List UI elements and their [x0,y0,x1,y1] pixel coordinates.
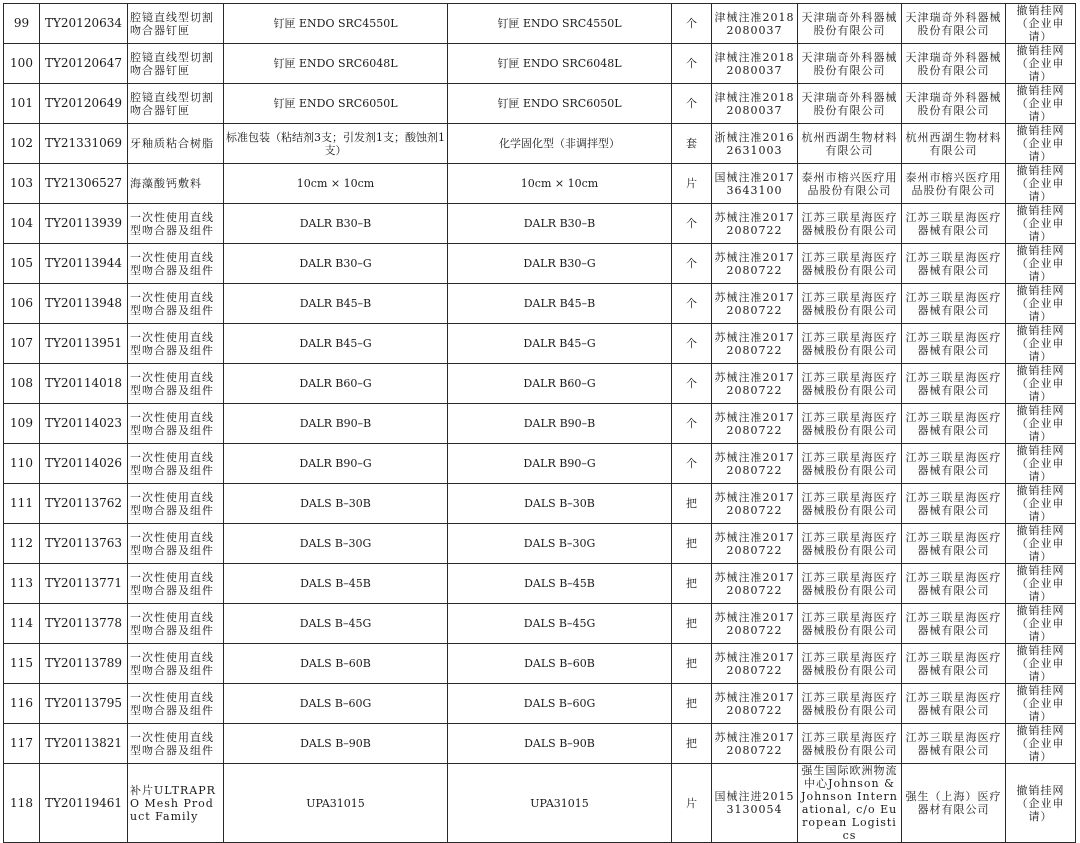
row-number: 102 [4,124,40,164]
manufacturer: 江苏三联星海医疗器械有限公司 [902,284,1006,324]
product-code: TY20120647 [40,44,128,84]
unit: 个 [672,444,712,484]
registrant: 江苏三联星海医疗器械股份有限公司 [798,404,902,444]
row-number: 112 [4,524,40,564]
listing-status: 撤销挂网（企业申请） [1006,244,1076,284]
product-code: TY20113948 [40,284,128,324]
model: DALS B–60B [448,644,672,684]
product-name: 海藻酸钙敷料 [128,164,224,204]
registration-number: 苏械注准20172080722 [712,604,798,644]
registrant: 江苏三联星海医疗器械股份有限公司 [798,524,902,564]
listing-status: 撤销挂网（企业申请） [1006,124,1076,164]
model: 10cm × 10cm [448,164,672,204]
registration-number: 苏械注准20172080722 [712,204,798,244]
registrant: 江苏三联星海医疗器械股份有限公司 [798,684,902,724]
listing-status: 撤销挂网（企业申请） [1006,44,1076,84]
table-row [4,4,1076,44]
manufacturer: 天津瑞奇外科器械股份有限公司 [902,4,1006,44]
model: 钉匣 ENDO SRC6048L [448,44,672,84]
product-name: 一次性使用直线型吻合器及组件 [128,564,224,604]
registrant: 天津瑞奇外科器械股份有限公司 [798,44,902,84]
listing-status: 撤销挂网（企业申请） [1006,564,1076,604]
manufacturer: 江苏三联星海医疗器械有限公司 [902,324,1006,364]
table-row [4,524,1076,564]
product-name: 腔镜直线型切割吻合器钉匣 [128,84,224,124]
listing-status: 撤销挂网（企业申请） [1006,444,1076,484]
product-name: 腔镜直线型切割吻合器钉匣 [128,4,224,44]
unit: 把 [672,684,712,724]
product-code: TY20113939 [40,204,128,244]
product-code: TY20114023 [40,404,128,444]
listing-status: 撤销挂网（企业申请） [1006,764,1076,843]
manufacturer: 江苏三联星海医疗器械有限公司 [902,244,1006,284]
product-code: TY20120649 [40,84,128,124]
product-code: TY20114018 [40,364,128,404]
product-name: 一次性使用直线型吻合器及组件 [128,444,224,484]
listing-status: 撤销挂网（企业申请） [1006,324,1076,364]
unit: 个 [672,404,712,444]
manufacturer: 杭州西湖生物材料有限公司 [902,124,1006,164]
model: DALS B–90B [448,724,672,764]
product-name: 一次性使用直线型吻合器及组件 [128,204,224,244]
unit: 个 [672,324,712,364]
row-number: 99 [4,4,40,44]
manufacturer: 泰州市榕兴医疗用品股份有限公司 [902,164,1006,204]
model: DALS B–45B [448,564,672,604]
table-row [4,764,1076,843]
model: DALS B–30G [448,524,672,564]
model: 化学固化型（非调拌型） [448,124,672,164]
row-number: 117 [4,724,40,764]
unit: 把 [672,524,712,564]
listing-status: 撤销挂网（企业申请） [1006,4,1076,44]
registration-number: 苏械注准20172080722 [712,684,798,724]
table-row [4,324,1076,364]
registration-number: 苏械注准20172080722 [712,324,798,364]
specification: 标准包装（粘结剂3支；引发剂1支；酸蚀剂1支） [224,124,448,164]
specification: DALR B90–G [224,444,448,484]
specification: DALS B–60B [224,644,448,684]
row-number: 115 [4,644,40,684]
unit: 把 [672,644,712,684]
registration-number: 苏械注准20172080722 [712,284,798,324]
row-number: 108 [4,364,40,404]
manufacturer: 江苏三联星海医疗器械有限公司 [902,564,1006,604]
manufacturer: 强生（上海）医疗器材有限公司 [902,764,1006,843]
table-row [4,164,1076,204]
model: DALS B–60G [448,684,672,724]
specification: 钉匣 ENDO SRC4550L [224,4,448,44]
specification: DALS B–45G [224,604,448,644]
unit: 把 [672,484,712,524]
table-row [4,244,1076,284]
unit: 把 [672,724,712,764]
manufacturer: 江苏三联星海医疗器械有限公司 [902,604,1006,644]
registration-number: 津械注准20182080037 [712,84,798,124]
product-name: 腔镜直线型切割吻合器钉匣 [128,44,224,84]
registrant: 江苏三联星海医疗器械股份有限公司 [798,564,902,604]
product-code: TY20113771 [40,564,128,604]
product-code: TY21331069 [40,124,128,164]
unit: 片 [672,764,712,843]
manufacturer: 江苏三联星海医疗器械有限公司 [902,364,1006,404]
registrant: 江苏三联星海医疗器械股份有限公司 [798,444,902,484]
row-number: 114 [4,604,40,644]
registration-number: 苏械注准20172080722 [712,364,798,404]
manufacturer: 江苏三联星海医疗器械有限公司 [902,444,1006,484]
listing-status: 撤销挂网（企业申请） [1006,604,1076,644]
unit: 片 [672,164,712,204]
specification: DALR B90–B [224,404,448,444]
manufacturer: 江苏三联星海医疗器械有限公司 [902,724,1006,764]
registration-number: 浙械注准20162631003 [712,124,798,164]
specification: DALR B45–B [224,284,448,324]
row-number: 103 [4,164,40,204]
table-row [4,724,1076,764]
specification: 钉匣 ENDO SRC6048L [224,44,448,84]
specification: DALR B30–B [224,204,448,244]
listing-status: 撤销挂网（企业申请） [1006,484,1076,524]
manufacturer: 江苏三联星海医疗器械有限公司 [902,684,1006,724]
listing-status: 撤销挂网（企业申请） [1006,524,1076,564]
registration-number: 国械注进20153130054 [712,764,798,843]
product-name: 一次性使用直线型吻合器及组件 [128,364,224,404]
registration-number: 苏械注准20172080722 [712,724,798,764]
product-name: 一次性使用直线型吻合器及组件 [128,404,224,444]
listing-status: 撤销挂网（企业申请） [1006,204,1076,244]
manufacturer: 江苏三联星海医疗器械有限公司 [902,204,1006,244]
product-code: TY20119461 [40,764,128,843]
table-row [4,44,1076,84]
registration-number: 苏械注准20172080722 [712,444,798,484]
product-name: 一次性使用直线型吻合器及组件 [128,284,224,324]
model: UPA31015 [448,764,672,843]
manufacturer: 天津瑞奇外科器械股份有限公司 [902,84,1006,124]
registration-number: 苏械注准20172080722 [712,564,798,604]
model: DALR B90–B [448,404,672,444]
document-page [3,3,1075,842]
unit: 个 [672,364,712,404]
listing-status: 撤销挂网（企业申请） [1006,644,1076,684]
model: DALR B45–B [448,284,672,324]
model: 钉匣 ENDO SRC6050L [448,84,672,124]
specification: DALS B–90B [224,724,448,764]
product-code: TY21306527 [40,164,128,204]
product-code: TY20113951 [40,324,128,364]
model: DALR B30–B [448,204,672,244]
product-code: TY20113789 [40,644,128,684]
registrant: 江苏三联星海医疗器械股份有限公司 [798,244,902,284]
row-number: 110 [4,444,40,484]
registrant: 泰州市榕兴医疗用品股份有限公司 [798,164,902,204]
listing-status: 撤销挂网（企业申请） [1006,164,1076,204]
registration-number: 苏械注准20172080722 [712,404,798,444]
table-row [4,604,1076,644]
manufacturer: 江苏三联星海医疗器械有限公司 [902,524,1006,564]
product-table [3,3,1076,843]
row-number: 109 [4,404,40,444]
unit: 个 [672,84,712,124]
manufacturer: 江苏三联星海医疗器械有限公司 [902,404,1006,444]
product-code: TY20113778 [40,604,128,644]
row-number: 104 [4,204,40,244]
model: DALR B60–G [448,364,672,404]
listing-status: 撤销挂网（企业申请） [1006,684,1076,724]
row-number: 101 [4,84,40,124]
product-name: 一次性使用直线型吻合器及组件 [128,684,224,724]
specification: DALR B60–G [224,364,448,404]
registrant: 江苏三联星海医疗器械股份有限公司 [798,364,902,404]
table-row [4,404,1076,444]
product-name: 一次性使用直线型吻合器及组件 [128,484,224,524]
registration-number: 津械注准20182080037 [712,4,798,44]
table-row [4,684,1076,724]
listing-status: 撤销挂网（企业申请） [1006,364,1076,404]
unit: 个 [672,4,712,44]
product-code: TY20113944 [40,244,128,284]
unit: 个 [672,284,712,324]
manufacturer: 天津瑞奇外科器械股份有限公司 [902,44,1006,84]
registration-number: 苏械注准20172080722 [712,484,798,524]
registrant: 强生国际欧洲物流中心Johnson & Johnson International, c/o European Logistics [798,764,902,843]
table-row [4,564,1076,604]
listing-status: 撤销挂网（企业申请） [1006,84,1076,124]
table-row [4,204,1076,244]
registrant: 江苏三联星海医疗器械股份有限公司 [798,204,902,244]
registrant: 江苏三联星海医疗器械股份有限公司 [798,644,902,684]
row-number: 106 [4,284,40,324]
row-number: 105 [4,244,40,284]
registration-number: 津械注准20182080037 [712,44,798,84]
registrant: 杭州西湖生物材料有限公司 [798,124,902,164]
model: DALS B–45G [448,604,672,644]
table-row [4,484,1076,524]
manufacturer: 江苏三联星海医疗器械有限公司 [902,644,1006,684]
specification: 10cm × 10cm [224,164,448,204]
registrant: 江苏三联星海医疗器械股份有限公司 [798,724,902,764]
unit: 套 [672,124,712,164]
table-row [4,284,1076,324]
registration-number: 苏械注准20172080722 [712,244,798,284]
product-name: 牙釉质粘合树脂 [128,124,224,164]
manufacturer: 江苏三联星海医疗器械有限公司 [902,484,1006,524]
specification: DALS B–45B [224,564,448,604]
registrant: 江苏三联星海医疗器械股份有限公司 [798,324,902,364]
row-number: 107 [4,324,40,364]
model: DALR B45–G [448,324,672,364]
row-number: 118 [4,764,40,843]
registration-number: 苏械注准20172080722 [712,644,798,684]
specification: DALR B30–G [224,244,448,284]
registrant: 天津瑞奇外科器械股份有限公司 [798,4,902,44]
registration-number: 国械注准20173643100 [712,164,798,204]
registrant: 江苏三联星海医疗器械股份有限公司 [798,484,902,524]
unit: 个 [672,204,712,244]
product-name: 补片ULTRAPRO Mesh Product Family [128,764,224,843]
product-name: 一次性使用直线型吻合器及组件 [128,604,224,644]
specification: DALS B–30G [224,524,448,564]
model: DALR B90–G [448,444,672,484]
specification: DALR B45–G [224,324,448,364]
registrant: 天津瑞奇外科器械股份有限公司 [798,84,902,124]
product-code: TY20120634 [40,4,128,44]
model: 钉匣 ENDO SRC4550L [448,4,672,44]
product-name: 一次性使用直线型吻合器及组件 [128,244,224,284]
model: DALS B–30B [448,484,672,524]
product-name: 一次性使用直线型吻合器及组件 [128,524,224,564]
product-code: TY20113763 [40,524,128,564]
row-number: 116 [4,684,40,724]
row-number: 100 [4,44,40,84]
row-number: 111 [4,484,40,524]
model: DALR B30–G [448,244,672,284]
specification: DALS B–60G [224,684,448,724]
listing-status: 撤销挂网（企业申请） [1006,284,1076,324]
registrant: 江苏三联星海医疗器械股份有限公司 [798,284,902,324]
listing-status: 撤销挂网（企业申请） [1006,724,1076,764]
table-row [4,124,1076,164]
product-code: TY20113762 [40,484,128,524]
unit: 个 [672,244,712,284]
unit: 个 [672,44,712,84]
product-name: 一次性使用直线型吻合器及组件 [128,324,224,364]
table-row [4,644,1076,684]
specification: DALS B–30B [224,484,448,524]
row-number: 113 [4,564,40,604]
specification: UPA31015 [224,764,448,843]
product-code: TY20114026 [40,444,128,484]
table-row [4,444,1076,484]
specification: 钉匣 ENDO SRC6050L [224,84,448,124]
registrant: 江苏三联星海医疗器械股份有限公司 [798,604,902,644]
registration-number: 苏械注准20172080722 [712,524,798,564]
unit: 把 [672,604,712,644]
unit: 把 [672,564,712,604]
table-row [4,84,1076,124]
product-name: 一次性使用直线型吻合器及组件 [128,644,224,684]
table-row [4,364,1076,404]
product-name: 一次性使用直线型吻合器及组件 [128,724,224,764]
table-body [4,4,1076,843]
product-code: TY20113821 [40,724,128,764]
listing-status: 撤销挂网（企业申请） [1006,404,1076,444]
product-code: TY20113795 [40,684,128,724]
